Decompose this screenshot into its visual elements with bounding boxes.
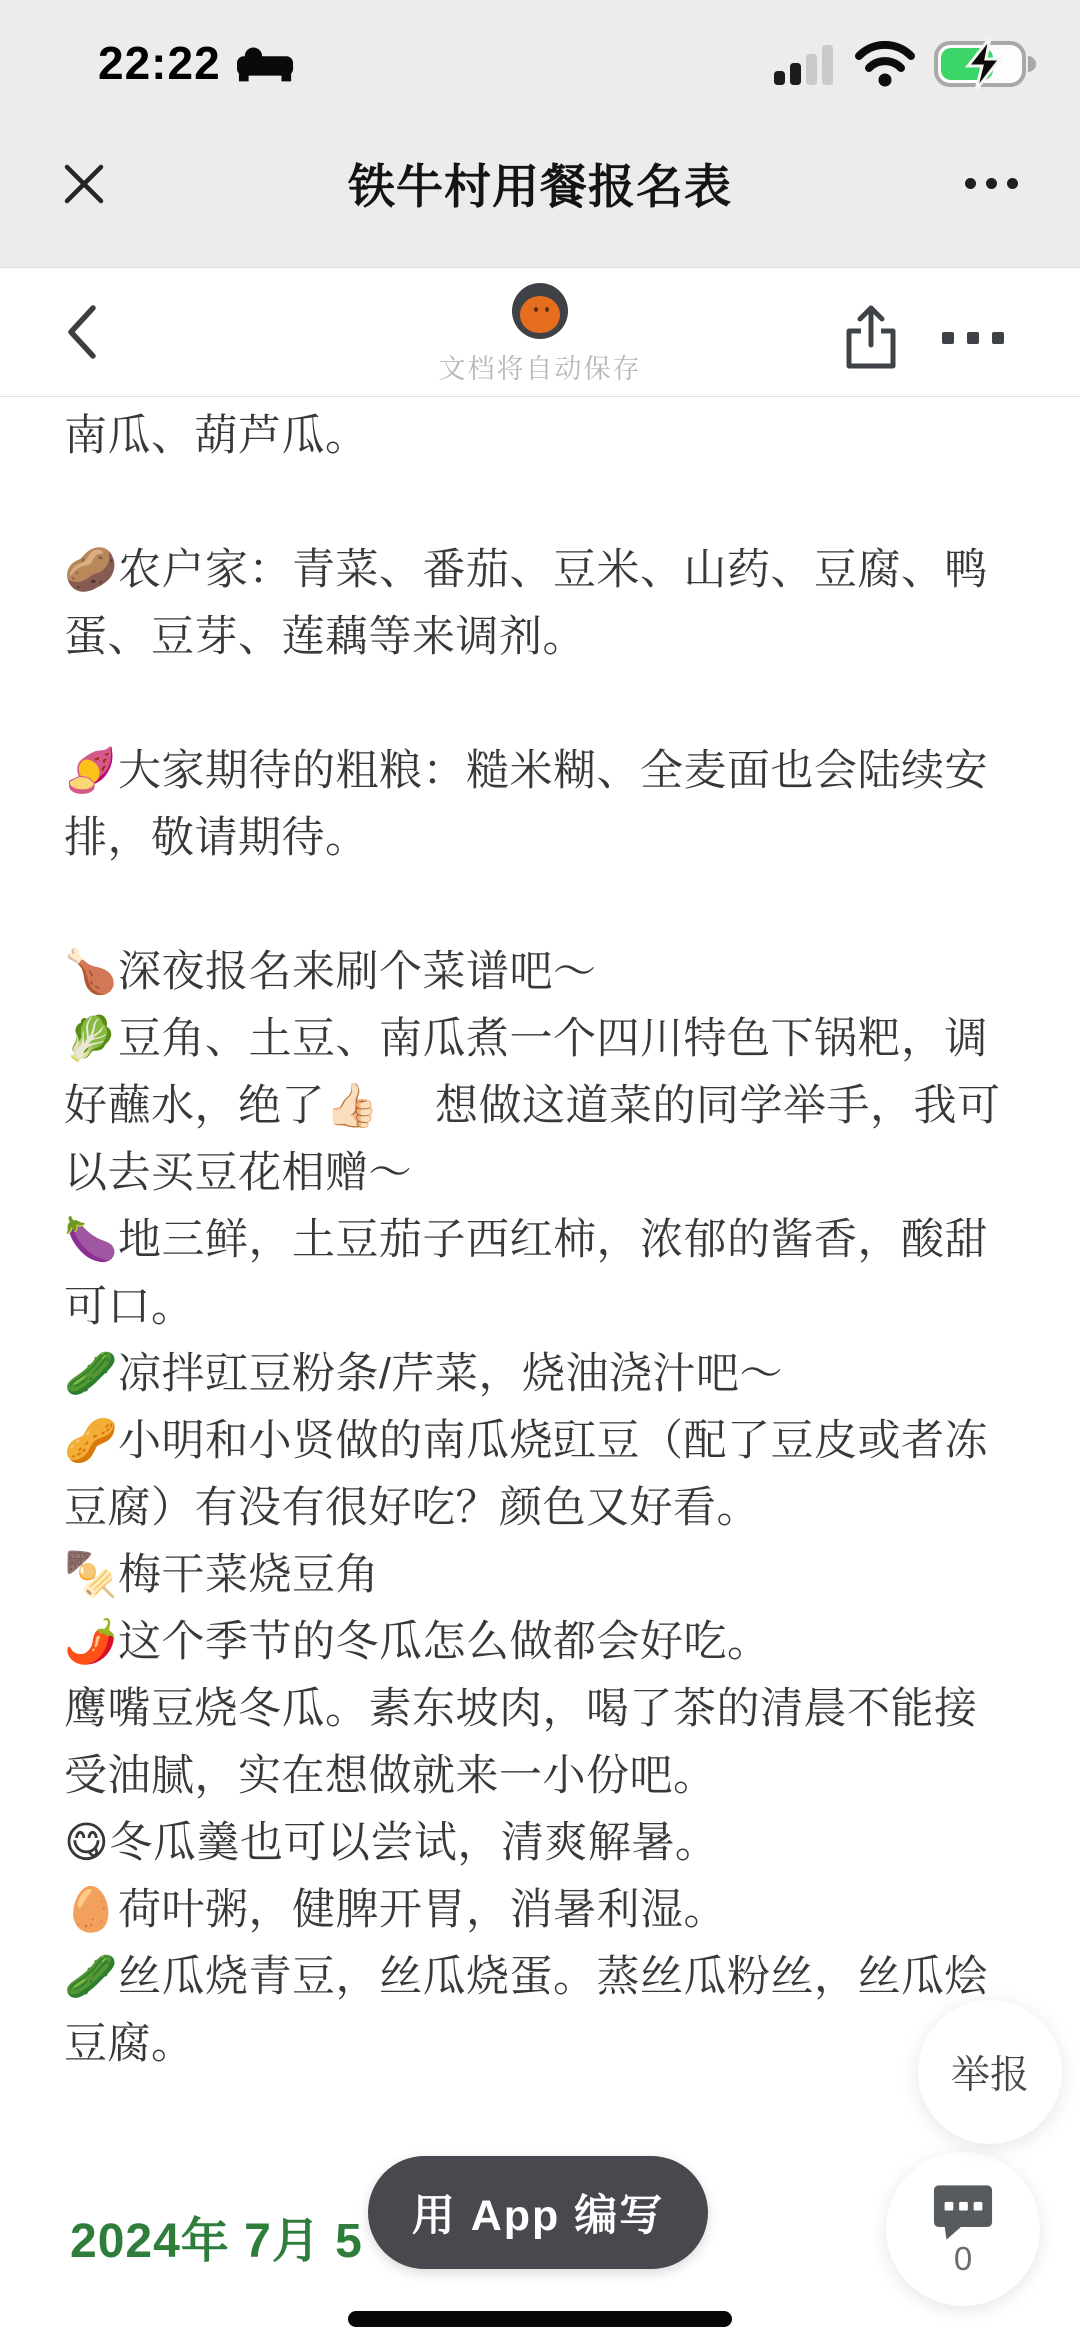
doc-avatar xyxy=(512,283,568,339)
title-bar xyxy=(0,100,1080,268)
status-time: 22:22 xyxy=(98,37,221,89)
status-bar xyxy=(0,0,1080,100)
doc-paragraph: 🌶️这个季节的冬瓜怎么做都会好吃。 xyxy=(64,1618,771,1666)
report-button-label: 举报 xyxy=(950,2054,1029,2097)
doc-paragraph: 🥒丝瓜烧青豆，丝瓜烧蛋。蒸丝瓜粉丝，丝瓜烩豆腐。 xyxy=(64,1953,989,2068)
doc-header xyxy=(0,269,1080,397)
doc-paragraph: 😋冬瓜羹也可以尝试，清爽解暑。 xyxy=(64,1819,719,1867)
doc-paragraph: 🍗深夜报名来刷个菜谱吧～ xyxy=(64,948,597,996)
page-title: 铁牛村用餐报名表 xyxy=(348,160,732,213)
doc-paragraph: 🥒凉拌豇豆粉条/芹菜，烧油浇汁吧～ xyxy=(64,1350,783,1398)
doc-date: 2024年 7月 5 xyxy=(70,2215,363,2268)
doc-paragraph: 🥜小明和小贤做的南瓜烧豇豆（配了豆皮或者冻豆腐）有没有很好吃？颜色又好看。 xyxy=(64,1417,989,1532)
battery-charging-icon xyxy=(934,38,1038,90)
edit-in-app-label: 用 App 编写 xyxy=(411,2192,665,2240)
comment-bubble-icon xyxy=(932,2183,994,2240)
comments-button[interactable] xyxy=(886,2152,1040,2306)
more-options-icon[interactable] xyxy=(965,178,1018,189)
doc-paragraph: 鹰嘴豆烧冬瓜。素东坡肉，喝了茶的清晨不能接受油腻，实在想做就来一小份吧。 xyxy=(64,1685,978,1800)
cellular-signal-icon xyxy=(774,41,836,87)
tangerine-icon xyxy=(520,296,560,333)
doc-more-icon[interactable] xyxy=(942,332,1004,344)
doc-paragraph: 🍆地三鲜，土豆茄子西红柿，浓郁的酱香，酸甜可口。 xyxy=(64,1216,989,1331)
doc-paragraph: 🥚荷叶粥，健脾开胃，消暑利湿。 xyxy=(64,1886,728,1934)
doc-paragraph: 🥔农户家：青菜、番茄、豆米、山药、豆腐、鸭蛋、豆芽、莲藕等来调剂。 xyxy=(64,546,989,661)
comment-count: 0 xyxy=(953,2240,973,2277)
wifi-icon xyxy=(854,41,916,87)
doc-paragraph: 南瓜、葫芦瓜。 xyxy=(64,412,369,460)
doc-paragraph: 🍠大家期待的粗粮：糙米糊、全麦面也会陆续安排，敬请期待。 xyxy=(64,747,989,862)
document-body xyxy=(0,397,1080,2078)
home-indicator[interactable] xyxy=(348,2311,732,2327)
share-icon[interactable] xyxy=(842,305,900,371)
autosave-note: 文档将自动保存 xyxy=(438,354,642,384)
bedtime-icon xyxy=(237,40,295,86)
doc-paragraph: 🍢梅干菜烧豆角 xyxy=(64,1551,380,1599)
doc-paragraph: 🥬豆角、土豆、南瓜煮一个四川特色下锅粑，调好蘸水，绝了👍🏻 想做这道菜的同学举手，我可以去买豆花相赠～ xyxy=(64,1015,1001,1197)
report-button[interactable] xyxy=(918,2000,1062,2144)
edit-in-app-button[interactable] xyxy=(368,2156,708,2269)
